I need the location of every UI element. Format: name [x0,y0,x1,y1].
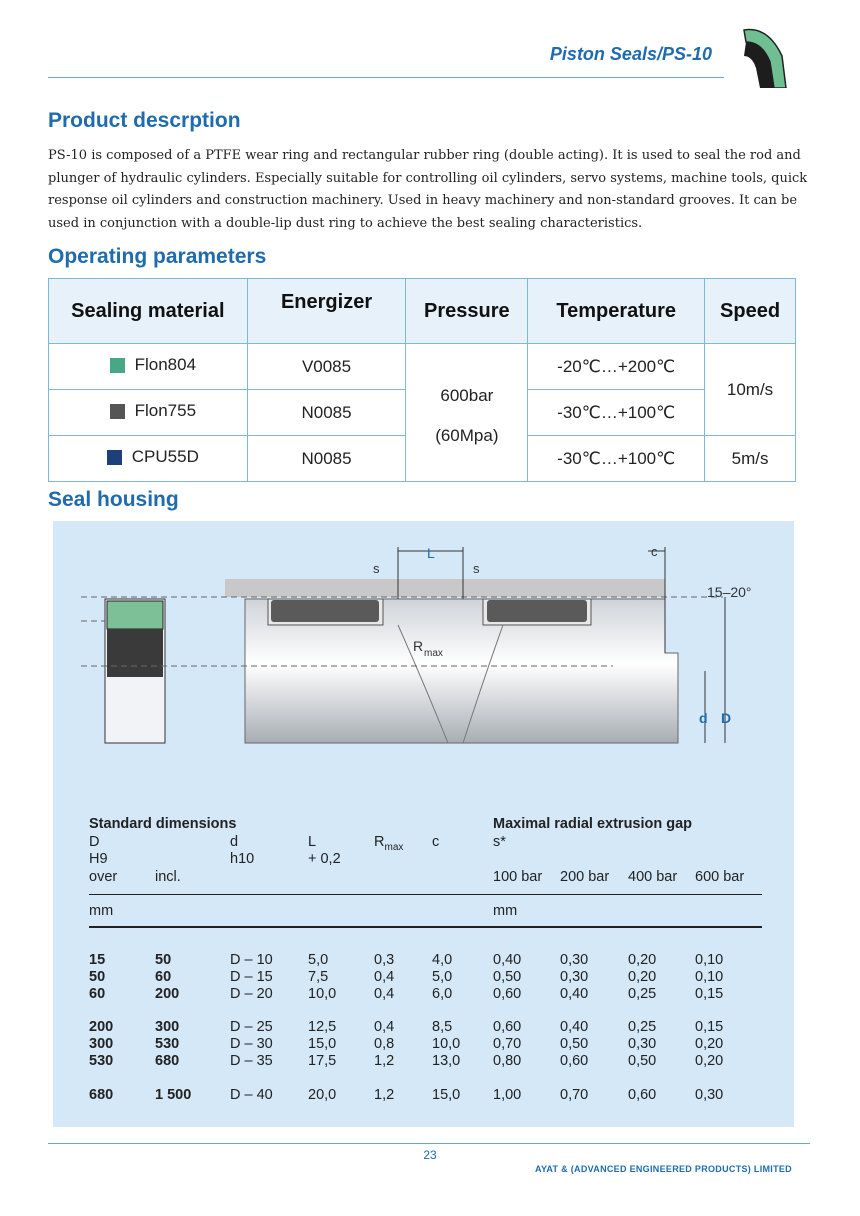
gap-title: Maximal radial extrusion gap [493,816,693,832]
col-D: D [89,834,100,850]
dims-cell: 0,4 [374,1019,395,1035]
dims-cell: 8,5 [432,1019,453,1035]
dim-D-label: D [721,710,732,726]
col-L-tolerance: + 0,2 [308,851,341,867]
dims-cell: 12,5 [308,1019,337,1035]
col-over: over [89,869,118,885]
material-color-swatch [107,450,122,465]
energizer-value: N0085 [247,436,406,482]
pressure-400: 400 bar [628,869,678,885]
col-Rmax: $R_{max}$ [374,834,404,853]
header-sealing-material: Sealing material [49,279,248,344]
housing-heading: Seal housing [48,488,179,511]
seal-left [271,600,379,622]
page-header-title: Piston Seals/PS-10 [549,44,712,64]
dims-cell: 60 [155,969,172,985]
seal-housing-drawing [53,521,794,811]
col-c: c [432,834,440,850]
dims-cell: 530 [89,1053,114,1069]
speed-value: 5m/s [705,436,796,482]
dims-cell: 15,0 [308,1036,337,1052]
header-speed: Speed [705,279,796,344]
dims-cell: 0,4 [374,986,395,1002]
dims-cell: 10,0 [308,986,337,1002]
rmax-subscript: max [424,648,443,659]
dims-cell: 0,8 [374,1036,395,1052]
dims-cell: 10,0 [432,1036,461,1052]
material-color-swatch [110,404,125,419]
col-d: d [230,834,239,850]
unit-mm-right: mm [493,903,518,919]
dims-cell: 300 [155,1019,180,1035]
dims-cell: 0,20 [628,969,657,985]
dims-cell: 15,0 [432,1087,461,1103]
dims-cell: 0,40 [560,1019,589,1035]
dims-cell: D – 35 [230,1053,273,1069]
pressure-600: 600 bar [695,869,745,885]
dims-cell: 1,2 [374,1087,395,1103]
col-s: s* [493,834,506,850]
dims-cell: 0,25 [628,1019,657,1035]
dims-cell: D – 10 [230,952,273,968]
dims-cell: 20,0 [308,1087,337,1103]
description-heading: Product descrption [48,109,241,132]
dims-cell: 300 [89,1036,114,1052]
material-color-swatch [110,358,125,373]
header-pressure: Pressure [406,279,528,344]
dims-title: Standard dimensions [89,816,237,832]
dims-cell: 200 [155,986,180,1002]
dims-cell: 60 [89,986,106,1002]
dims-cell: 0,80 [493,1053,522,1069]
pressure-value: 600bar [440,385,494,405]
pressure-mpa-value: (60Mpa) [435,425,499,445]
dims-cell: D – 15 [230,969,273,985]
dim-s-left-label: s [373,561,380,576]
table-header-row [49,279,796,344]
seal-profile-icon [738,26,788,88]
header-temperature: Temperature [528,279,705,344]
col-H9: H9 [89,851,108,867]
dims-cell: 680 [89,1087,114,1103]
dims-cell: 0,30 [695,1087,724,1103]
description-text: PS-10 is composed of a PTFE wear ring and rectangular rubber ring (double acting). It is used to seal the rod and plunger of hydraulic cylinders. Especially suitable for controlling oil cylinders, servo systems, machine tools, quick response oil cylinders and construction machinery. Used in heavy machinery and non-standard grooves. It can be used in conjunction with a double-lip dust ring to achieve the best sealing characteristics. [48,148,808,231]
dims-cell: 0,60 [493,1019,522,1035]
pressure-200: 200 bar [560,869,610,885]
dims-cell: 0,30 [560,952,589,968]
dims-cell: 0,70 [493,1036,522,1052]
header-divider [48,77,724,78]
dims-cell: 1,00 [493,1087,522,1103]
dims-rule-top [89,894,762,895]
dims-cell: 0,20 [628,952,657,968]
dims-cell: 680 [155,1053,180,1069]
bore-wall [225,579,665,597]
dims-cell: 50 [89,969,106,985]
seal-section-dark [107,629,163,677]
seal-right [487,600,587,622]
header-energizer: Energizer [247,279,406,344]
temperature-value: -20℃…+200℃ [528,344,705,390]
dims-cell: 0,3 [374,952,395,968]
energizer-value: N0085 [247,390,406,436]
dims-cell: 0,15 [695,1019,724,1035]
material-name: CPU55D [131,447,199,467]
dim-c-label: c [651,544,658,559]
dims-cell: 0,40 [560,986,589,1002]
operating-parameters-table [48,278,796,482]
dims-cell: 17,5 [308,1053,337,1069]
dims-cell: 200 [89,1019,114,1035]
dims-rule-bottom [89,926,762,928]
dims-cell: 0,30 [560,969,589,985]
dims-cell: 0,4 [374,969,395,985]
dims-cell: 0,60 [560,1053,589,1069]
dims-cell: D – 40 [230,1087,273,1103]
col-L: L [308,834,317,850]
dims-cell: 0,40 [493,952,522,968]
dims-cell: 0,30 [628,1036,657,1052]
dims-cell: 0,25 [628,986,657,1002]
dims-cell: 0,50 [493,969,522,985]
dims-cell: 0,15 [695,986,724,1002]
dims-cell: 0,50 [628,1053,657,1069]
dims-cell: 0,10 [695,969,724,985]
dims-cell: D – 30 [230,1036,273,1052]
table-row [49,344,796,390]
company-name: AYAT & (ADVANCED ENGINEERED PRODUCTS) LIMITED [534,1164,792,1174]
dims-cell: 1,2 [374,1053,395,1069]
dims-cell: 7,5 [308,969,329,985]
dims-cell: 0,60 [628,1087,657,1103]
dims-cell: 0,50 [560,1036,589,1052]
dims-cell: 0,10 [695,952,724,968]
pressure-cell [406,344,528,482]
dims-cell: 530 [155,1036,180,1052]
col-h10: h10 [230,851,255,867]
dim-L-label: L [427,545,435,561]
energizer-value: V0085 [247,344,406,390]
dims-cell: 0,60 [493,986,522,1002]
dims-cell: 13,0 [432,1053,461,1069]
col-incl: incl. [155,869,181,885]
unit-mm-left: mm [89,903,114,919]
pressure-100: 100 bar [493,869,543,885]
dims-cell: 5,0 [432,969,453,985]
dims-cell: 6,0 [432,986,453,1002]
temperature-value: -30℃…+100℃ [528,436,705,482]
dims-cell: D – 20 [230,986,273,1002]
dims-cell: 5,0 [308,952,329,968]
dims-cell: 1 500 [155,1087,192,1103]
dims-cell: 50 [155,952,172,968]
rmax-label: R [413,638,424,654]
speed-value: 10m/s [705,344,796,436]
dims-cell: D – 25 [230,1019,273,1035]
temperature-value: -30℃…+100℃ [528,390,705,436]
dims-cell: 0,70 [560,1087,589,1103]
footer-divider [48,1143,810,1144]
dims-cell: 0,20 [695,1053,724,1069]
dims-cell: 0,20 [695,1036,724,1052]
dim-s-right-label: s [473,561,480,576]
material-name: Flon755 [134,401,197,421]
operating-heading: Operating parameters [48,245,267,268]
dim-d-label: d [699,710,708,726]
dims-cell: 15 [89,952,106,968]
material-name: Flon804 [134,355,197,375]
seal-section-green [107,601,163,629]
angle-label: 15–20° [707,584,752,600]
dims-cell: 4,0 [432,952,453,968]
page-number: 23 [423,1148,437,1162]
